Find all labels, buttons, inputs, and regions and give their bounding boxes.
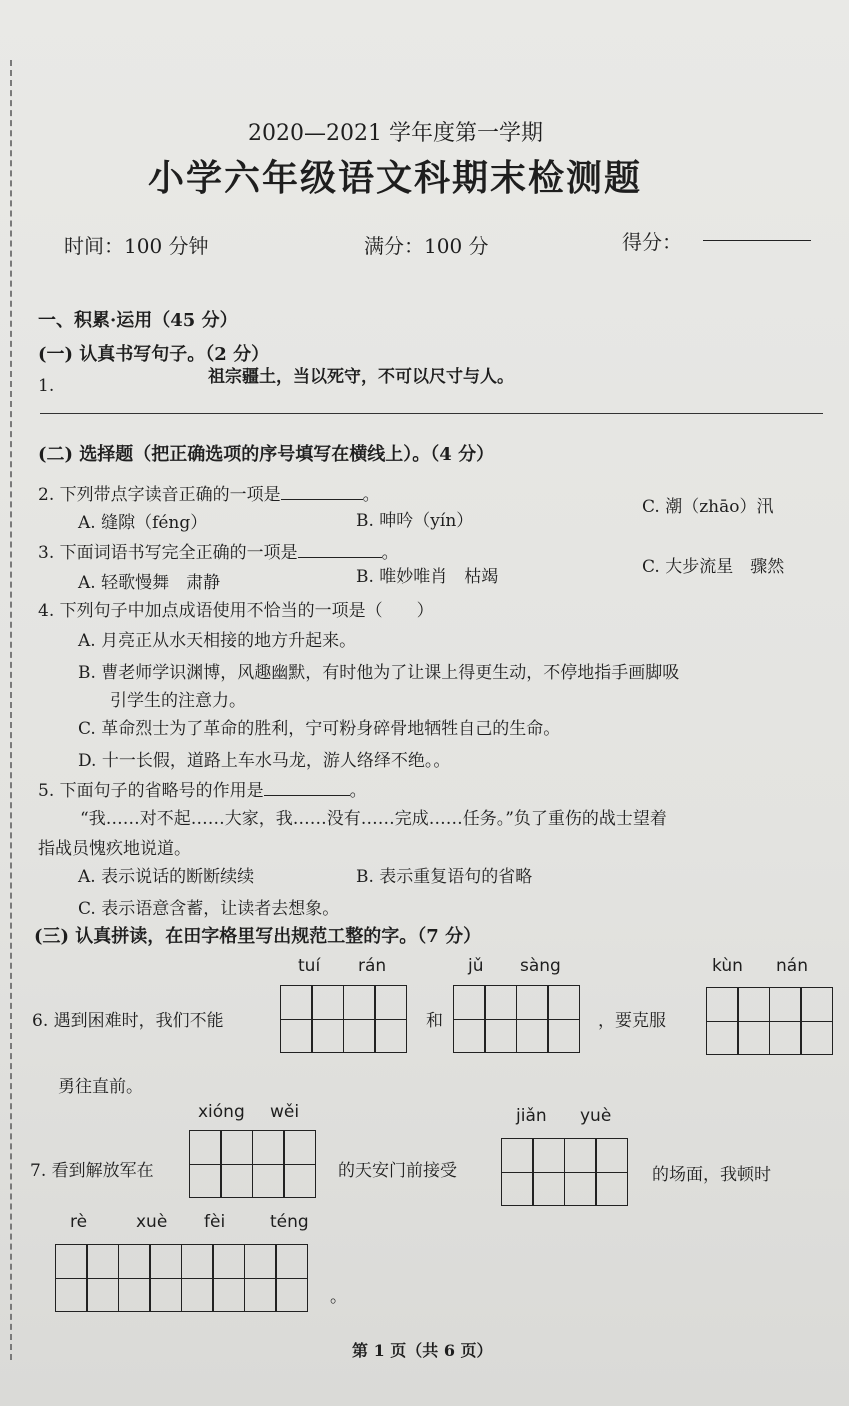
grid-cell[interactable] [283,1130,316,1198]
binding-margin-line [10,60,12,1360]
q5-quote-line1: “我……对不起……大家，我……没有……完成……任务。”负了重伤的战士望着 [80,809,667,829]
q7-pinyin-3d: téng [270,1212,309,1232]
q7-pinyin-3c: fèi [204,1212,226,1232]
grid-cell[interactable] [800,987,833,1055]
q2-stem [38,480,380,505]
q3-option-a: A. 轻歌慢舞 肃静 [78,573,221,593]
q4-option-b-line2: 引学生的注意力。 [110,691,246,711]
q7-pinyin-1a: xióng [198,1102,245,1122]
q6-pinyin-1b: rán [358,956,387,976]
q2-answer-blank[interactable] [281,499,363,500]
exam-subtitle: 2020—2021 学年度第一学期 [248,121,543,146]
q6-pinyin-2a: jǔ [468,956,484,976]
grid-cell[interactable] [189,1130,222,1198]
q5-option-c: C. 表示语意含蓄，让读者去想象。 [78,899,340,919]
q5-stem [38,776,367,801]
q4-option-b-line1: B. 曹老师学识渊博，风趣幽默，有时他为了让课上得更生动，不停地指手画脚吸 [78,663,680,683]
q7-pinyin-2b: yuè [580,1106,612,1126]
q5-answer-blank[interactable] [264,795,350,796]
q1-number: 1. [38,376,55,396]
q2-option-c: C. 潮（zhāo）汛 [642,497,774,517]
section2-heading: (二) 选择题（把正确选项的序号填写在横线上）。（4 分） [38,444,495,465]
q3-option-c: C. 大步流星 骤然 [642,557,785,577]
grid-cell[interactable] [453,985,486,1053]
q2-stem-end: 。 [362,485,380,505]
q2-option-a: A. 缝隙（féng） [78,513,208,533]
grid-cell[interactable] [737,987,770,1055]
exam-time: 时间：100 分钟 [64,234,209,258]
q5-option-b: B. 表示重复语句的省略 [356,867,533,887]
grid-cell[interactable] [516,985,549,1053]
grid-cell[interactable] [484,985,517,1053]
q4-stem: 4. 下列句子中加点成语使用不恰当的一项是（ ） [38,601,434,621]
q6-pinyin-3a: kùn [712,956,743,976]
grid-cell[interactable] [706,987,739,1055]
page-number: 第 1 页（共 6 页） [352,1341,493,1360]
grid-cell[interactable] [149,1244,182,1312]
grid-cell[interactable] [252,1130,285,1198]
q5-quote-line2: 指战员愧疚地说道。 [38,839,191,859]
q3-answer-blank[interactable] [298,557,382,558]
grid-cell[interactable] [501,1138,534,1206]
q5-stem-end: 。 [349,781,367,801]
q1-sentence: 祖宗疆土，当以死守，不可以尺寸与人。 [208,367,514,387]
grid-cell[interactable] [212,1244,245,1312]
q4-option-a: A. 月亮正从水天相接的地方升起来。 [78,631,357,651]
section1-heading: (一) 认真书写句子。（2 分） [38,344,270,365]
q6-grid-1[interactable] [281,985,407,1053]
grid-cell[interactable] [532,1138,565,1206]
q7-pinyin-1b: wěi [270,1102,300,1122]
q2-option-b: B. 呻吟（yín） [356,511,474,531]
q6-text-3: ，要克服 [598,1011,666,1031]
score-blank[interactable] [703,240,811,241]
grid-cell[interactable] [374,985,407,1053]
grid-cell[interactable] [595,1138,628,1206]
section3-heading: (三) 认真拼读，在田字格里写出规范工整的字。（7 分） [34,926,482,947]
q1-writing-line[interactable] [40,413,823,414]
grid-cell[interactable] [181,1244,214,1312]
q7-pinyin-3a: rè [70,1212,88,1232]
exam-title: 小学六年级语文科期末检测题 [148,157,643,199]
q7-pinyin-3b: xuè [136,1212,168,1232]
q3-stem-text: 3. 下面词语书写完全正确的一项是 [38,543,298,563]
q6-text-1: 6. 遇到困难时，我们不能 [32,1011,224,1031]
q6-pinyin-2b: sàng [520,956,561,976]
grid-cell[interactable] [118,1244,151,1312]
q6-pinyin-3b: nán [776,956,808,976]
grid-cell[interactable] [564,1138,597,1206]
grid-cell[interactable] [547,985,580,1053]
grid-cell[interactable] [311,985,344,1053]
grid-cell[interactable] [244,1244,277,1312]
part1-heading: 一、积累·运用（45 分） [38,310,238,331]
q7-text-3: 的场面，我顿时 [652,1165,771,1185]
q4-option-c: C. 革命烈士为了革命的胜利，宁可粉身碎骨地牺牲自己的生命。 [78,719,561,739]
q6-text-4: 勇往直前。 [58,1077,143,1097]
grid-cell[interactable] [275,1244,308,1312]
q7-text-2: 的天安门前接受 [338,1161,457,1181]
q5-option-a: A. 表示说话的断断续续 [78,867,255,887]
q2-stem-text: 2. 下列带点字读音正确的一项是 [38,485,281,505]
grid-cell[interactable] [220,1130,253,1198]
q7-pinyin-2a: jiǎn [516,1106,547,1126]
q3-stem [38,538,399,563]
q6-text-2: 和 [426,1011,443,1031]
q6-grid-2[interactable] [454,985,580,1053]
q3-option-b: B. 唯妙唯肖 枯竭 [356,567,499,587]
grid-cell[interactable] [86,1244,119,1312]
grid-cell[interactable] [55,1244,88,1312]
q4-option-d: D. 十一长假，道路上车水马龙，游人络绎不绝。。 [78,751,451,771]
q6-grid-3[interactable] [707,987,833,1055]
grid-cell[interactable] [343,985,376,1053]
q3-stem-end: 。 [381,543,399,563]
q7-text-4: 。 [330,1287,347,1307]
q7-grid-2[interactable] [502,1138,628,1206]
q7-grid-3[interactable] [56,1244,308,1312]
q7-grid-1[interactable] [190,1130,316,1198]
q5-stem-text: 5. 下面句子的省略号的作用是 [38,781,264,801]
grid-cell[interactable] [280,985,313,1053]
score-label: 得分： [622,230,682,254]
q7-text-1: 7. 看到解放军在 [30,1161,154,1181]
q6-pinyin-1a: tuí [298,956,321,976]
grid-cell[interactable] [769,987,802,1055]
exam-full-score: 满分：100 分 [364,234,489,258]
